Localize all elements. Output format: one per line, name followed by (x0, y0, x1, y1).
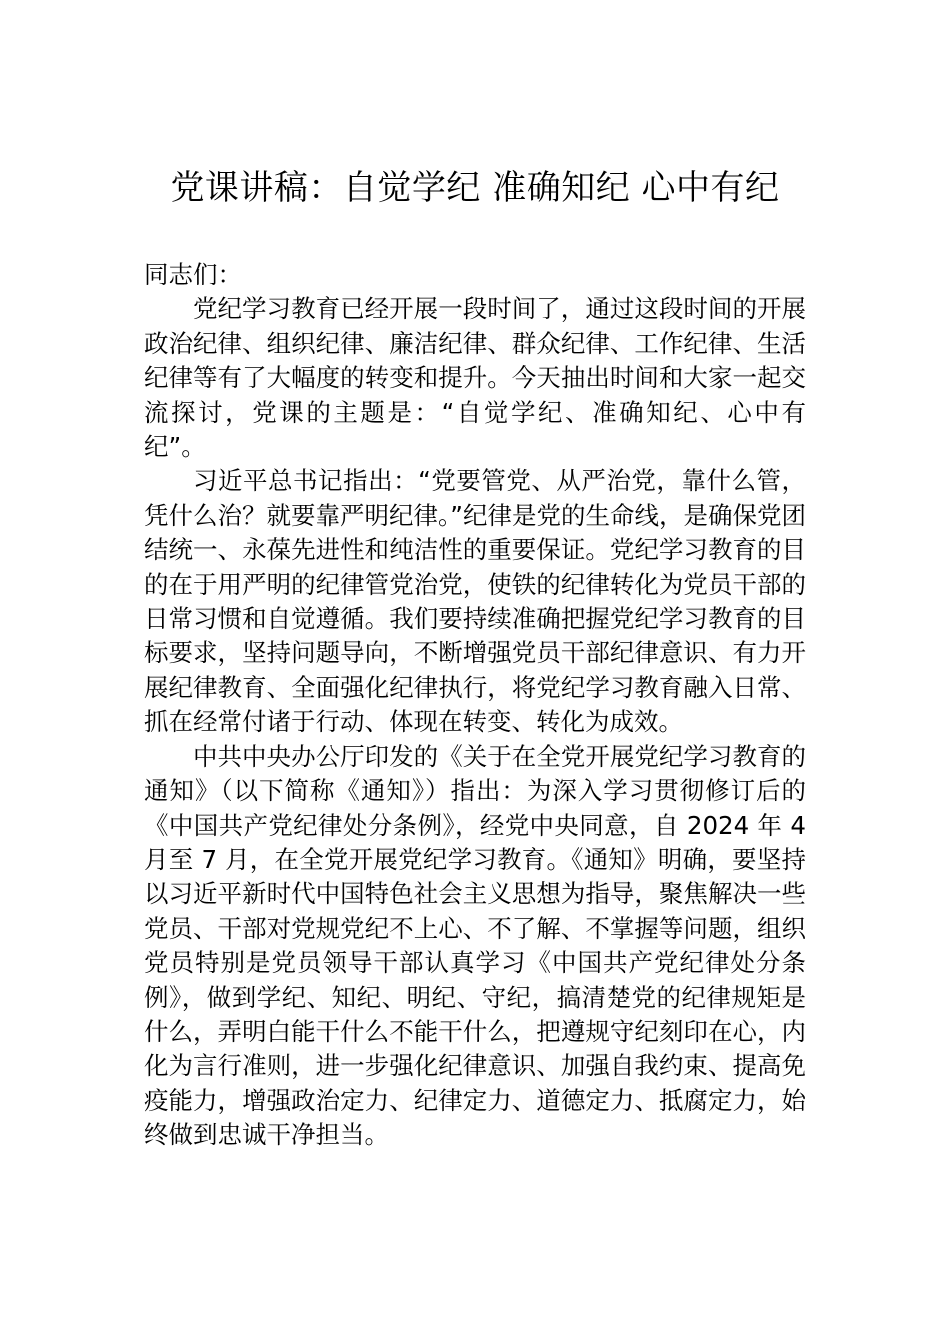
paragraph-3: 中共中央办公厅印发的《关于在全党开展党纪学习教育的通知》（以下简称《通知》）指出：为深入学习贯彻修订后的《中国共产党纪律处分条例》，经党中央同意，自 2024 年 4 月至 7 月，在全党开展党纪学习教育。《通知》明确，要坚持以习近平新时代中国特色社会主义思想为指导，聚焦解决一些党员、干部对党规党纪不上心、不了解、不掌握等问题，组织党员特别是党员领导干部认真学习《中国共产党纪律处分条例》，做到学纪、知纪、明纪、守纪，搞清楚党的纪律规矩是什么，弄明白能干什么不能干什么，把遵规守纪刻印在心，内化为言行准则，进一步强化纪律意识、加强自我约束、提高免疫能力，增强政治定力、纪律定力、道德定力、抵腐定力，始终做到忠诚干净担当。 (144, 741, 806, 1150)
salutation: 同志们： (144, 260, 242, 289)
document-title: 党课讲稿：自觉学纪 准确知纪 心中有纪 (170, 168, 780, 208)
document-body (144, 258, 806, 1153)
paragraph-2: 习近平总书记指出：“党要管党、从严治党，靠什么管，凭什么治？就要靠严明纪律。”纪律是党的生命线，是确保党团结统一、永葆先进性和纯洁性的重要保证。党纪学习教育的目的在于用严明的纪律管党治党，使铁的纪律转化为党员干部的日常习惯和自觉遵循。我们要持续准确把握党纪学习教育的目标要求，坚持问题导向，不断增强党员干部纪律意识、有力开展纪律教育、全面强化纪律执行，将党纪学习教育融入日常、抓在经常付诸于行动、体现在转变、转化为成效。 (144, 466, 806, 737)
paragraph-1: 党纪学习教育已经开展一段时间了，通过这段时间的开展政治纪律、组织纪律、廉洁纪律、群众纪律、工作纪律、生活纪律等有了大幅度的转变和提升。今天抽出时间和大家一起交流探讨，党课的主题是：“自觉学纪、准确知纪、心中有纪”。 (144, 294, 806, 462)
